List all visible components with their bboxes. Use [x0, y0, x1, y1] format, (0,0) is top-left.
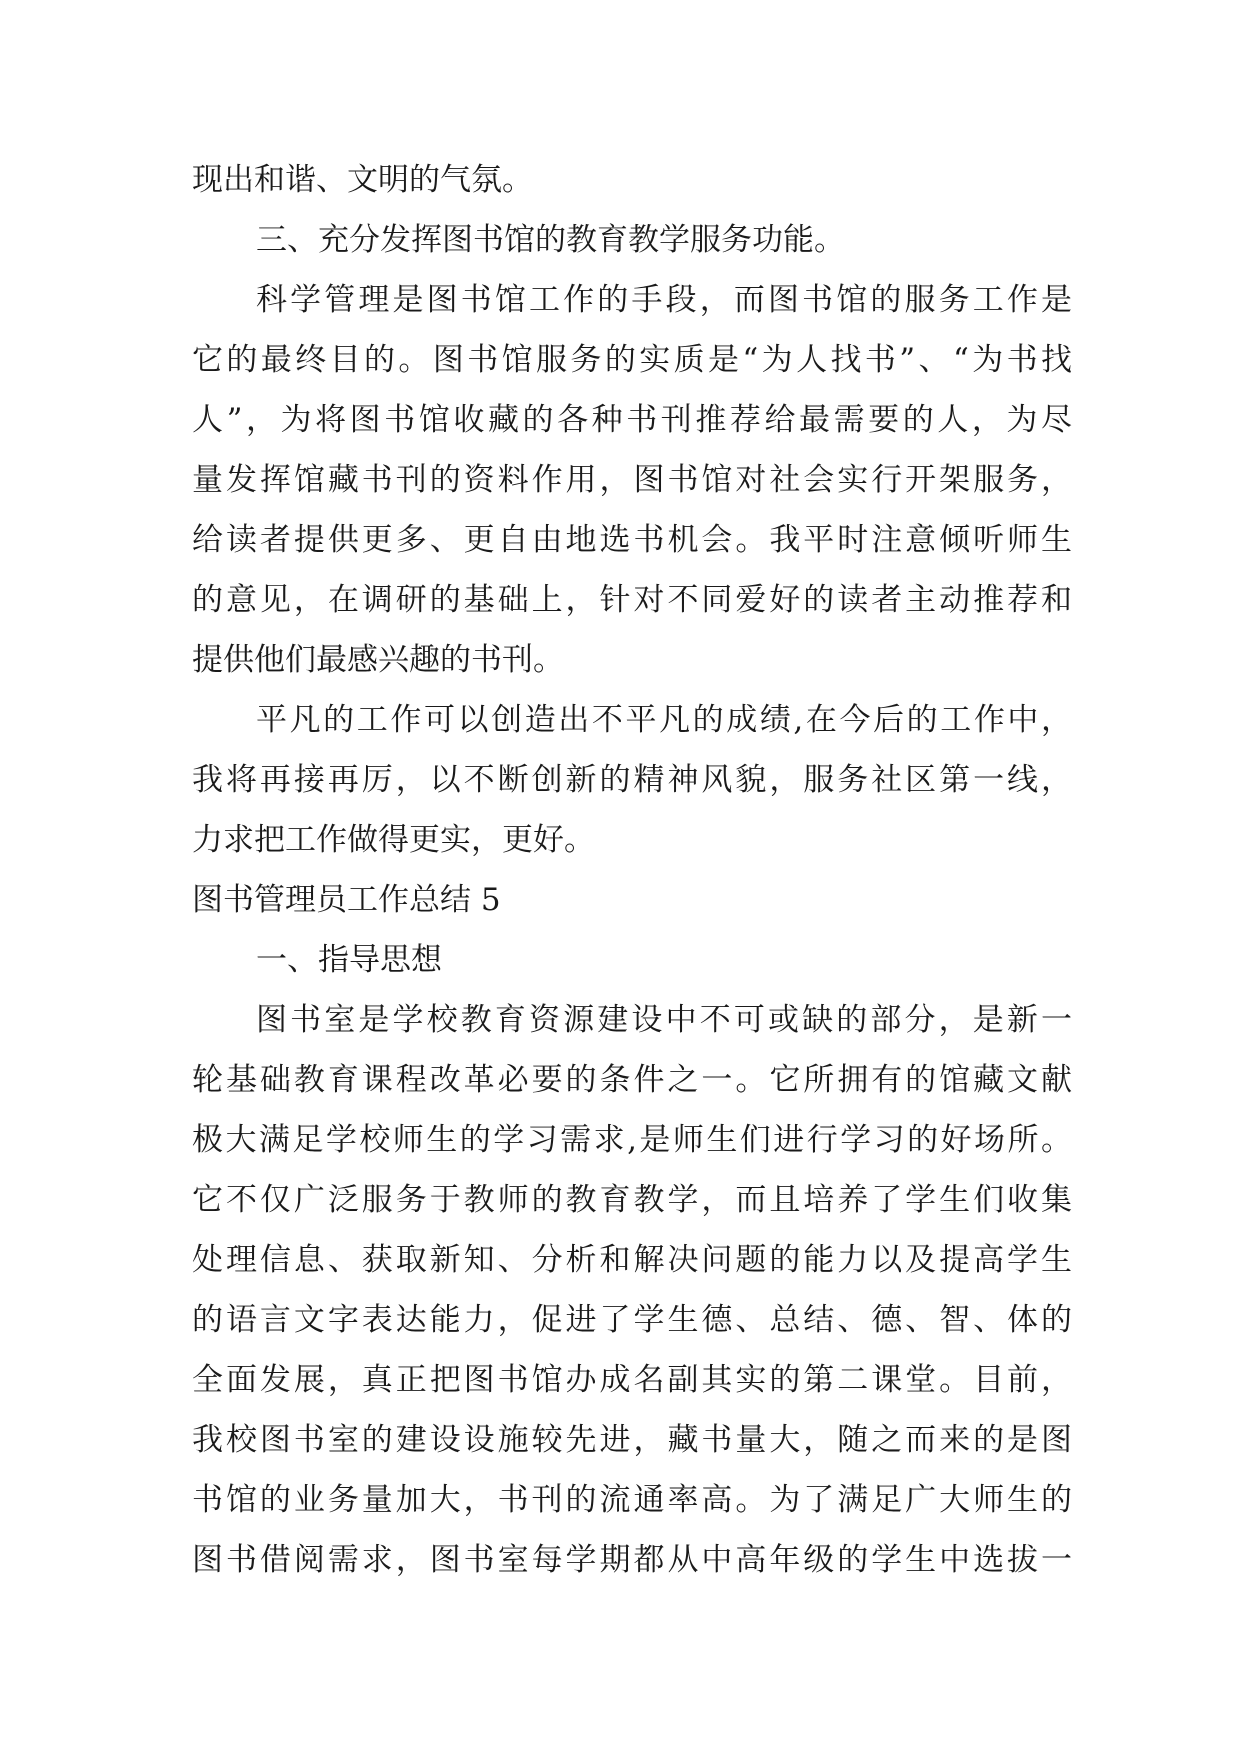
text-line: 图书借阅需求，图书室每学期都从中高年级的学生中选拔一: [192, 1542, 1072, 1578]
section-heading: 三、充分发挥图书馆的教育教学服务功能。: [256, 222, 845, 258]
text-line: 力求把工作做得更实，更好。: [192, 822, 595, 858]
text-line: 的语言文字表达能力，促进了学生德、总结、德、智、体的: [192, 1302, 1072, 1338]
text-line: 提供他们最感兴趣的书刊。: [192, 642, 564, 678]
text-line: 人”，为将图书馆收藏的各种书刊推荐给最需要的人，为尽: [192, 402, 1072, 438]
text-line: 全面发展，真正把图书馆办成名副其实的第二课堂。目前，: [192, 1362, 1072, 1398]
text-line: 轮基础教育课程改革必要的条件之一。它所拥有的馆藏文献: [192, 1062, 1072, 1098]
text-line: 极大满足学校师生的学习需求,是师生们进行学习的好场所。: [192, 1122, 1072, 1158]
text-line: 图书室是学校教育资源建设中不可或缺的部分，是新一: [256, 1002, 1072, 1038]
text-line: 平凡的工作可以创造出不平凡的成绩,在今后的工作中，: [256, 702, 1072, 738]
section-heading: 一、指导思想: [256, 942, 442, 978]
text-line: 科学管理是图书馆工作的手段，而图书馆的服务工作是: [256, 282, 1072, 318]
text-line: 它的最终目的。图书馆服务的实质是“为人找书”、“为书找: [192, 342, 1072, 378]
text-line: 书馆的业务量加大，书刊的流通率高。为了满足广大师生的: [192, 1482, 1072, 1518]
text-line: 处理信息、获取新知、分析和解决问题的能力以及提高学生: [192, 1242, 1072, 1278]
document-title: 图书管理员工作总结 5: [192, 882, 501, 918]
text-line: 给读者提供更多、更自由地选书机会。我平时注意倾听师生: [192, 522, 1072, 558]
text-line: 的意见，在调研的基础上，针对不同爱好的读者主动推荐和: [192, 582, 1072, 618]
text-line: 它不仅广泛服务于教师的教育教学，而且培养了学生们收集: [192, 1182, 1072, 1218]
text-line: 我校图书室的建设设施较先进，藏书量大，随之而来的是图: [192, 1422, 1072, 1458]
text-line: 我将再接再厉，以不断创新的精神风貌，服务社区第一线，: [192, 762, 1072, 798]
text-line: 现出和谐、文明的气氛。: [192, 162, 533, 198]
text-line: 量发挥馆藏书刊的资料作用，图书馆对社会实行开架服务，: [192, 462, 1072, 498]
